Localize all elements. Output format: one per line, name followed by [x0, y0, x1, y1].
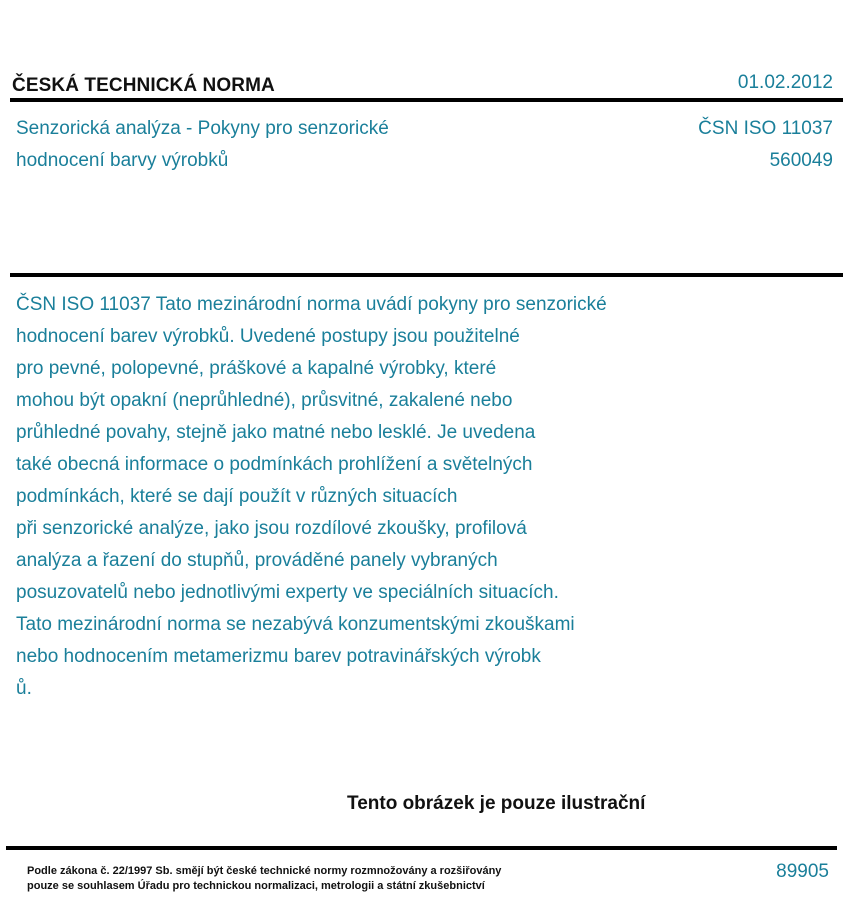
abstract-line: pro pevné, polopevné, práškové a kapalné výrobky, které [16, 358, 497, 379]
legal-notice [27, 864, 501, 894]
abstract-text [16, 289, 736, 705]
legal-notice-line-1: Podle zákona č. 22/1997 Sb. smějí být české technické normy rozmnožovány a rozšiřovány [27, 865, 502, 877]
section-divider [10, 273, 843, 277]
abstract-line: průhledné povahy, stejně jako matné nebo lesklé. Je uvedena [16, 422, 536, 443]
abstract-line: podmínkách, které se dají použít v různých situacích [16, 486, 458, 507]
document-type-title: ČESKÁ TECHNICKÁ NORMA [12, 75, 275, 96]
footer-divider [6, 846, 837, 850]
publication-date: 01.02.2012 [737, 72, 833, 93]
abstract-line: mohou být opakní (neprůhledné), průsvitné, zakalené nebo [16, 390, 513, 411]
abstract-line: ČSN ISO 11037 Tato mezinárodní norma uvádí pokyny pro senzorické [16, 294, 607, 315]
standard-subject-line-2: hodnocení barvy výrobků [16, 150, 229, 171]
catalog-number: 89905 [776, 861, 829, 882]
header-divider [10, 98, 843, 102]
abstract-line: při senzorické analýze, jako jsou rozdílové zkoušky, profilová [16, 518, 527, 539]
standard-code: ČSN ISO 11037 [698, 118, 833, 139]
abstract-line: ů. [16, 678, 32, 699]
abstract-line: Tato mezinárodní norma se nezabývá konzumentskými zkouškami [16, 614, 575, 635]
abstract-line: také obecná informace o podmínkách prohlížení a světelných [16, 454, 533, 475]
legal-notice-line-2: pouze se souhlasem Úřadu pro technickou normalizaci, metrologii a státní zkušebnictví [27, 880, 485, 892]
abstract-line: hodnocení barev výrobků. Uvedené postupy jsou použitelné [16, 326, 520, 347]
standard-class-number: 560049 [769, 150, 833, 171]
abstract-line: analýza a řazení do stupňů, prováděné panely vybraných [16, 550, 498, 571]
abstract-line: nebo hodnocením metamerizmu barev potravinářských výrobk [16, 646, 541, 667]
illustration-disclaimer: Tento obrázek je pouze ilustrační [347, 793, 646, 814]
standard-subject-line-1: Senzorická analýza - Pokyny pro senzorické [16, 118, 389, 139]
abstract-line: posuzovatelů nebo jednotlivými experty ve speciálních situacích. [16, 582, 559, 603]
